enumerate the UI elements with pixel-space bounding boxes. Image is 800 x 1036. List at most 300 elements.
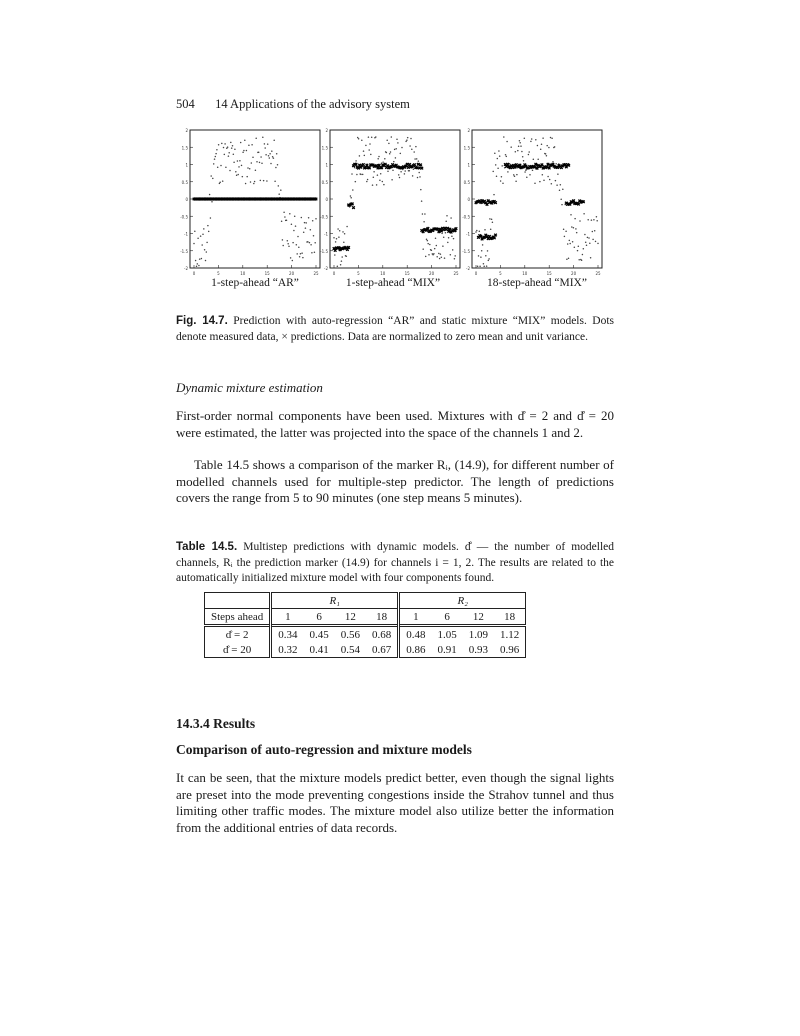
table-row — [205, 626, 526, 643]
measured-point — [597, 243, 599, 245]
measured-point — [372, 184, 374, 186]
measured-point — [300, 253, 302, 255]
measured-point — [260, 156, 262, 158]
measured-point — [228, 155, 230, 157]
measured-point — [585, 242, 587, 244]
measured-point — [377, 174, 379, 176]
y-tick-label: 0.5 — [463, 179, 470, 185]
prediction-mark — [506, 163, 509, 166]
measured-point — [395, 157, 397, 159]
measured-point — [343, 242, 345, 244]
measured-point — [477, 266, 479, 268]
measured-point — [528, 151, 530, 153]
running-title: 14 Applications of the advisory system — [215, 97, 410, 111]
paragraph-3: It can be seen, that the mixture models predict better, even though the signal lights are preset into the mode preventing congestions inside the Strahov tunnel and thus limiting other traffic modes. The mixture model also utilize better the information from the additional entries of data records. — [176, 770, 614, 835]
measured-point — [548, 147, 550, 149]
measured-point — [555, 180, 557, 182]
measured-point — [515, 151, 517, 153]
measured-point — [573, 227, 575, 229]
measured-point — [475, 231, 477, 233]
measured-point — [521, 151, 523, 153]
measured-point — [363, 150, 365, 152]
table-caption-text: Multistep predictions with dynamic models. d̊ — the number of modelled channels, Rᵢ the prediction marker (14.9) for channels i = 1, 2. The results are related to the automatically initialized mixture model with four components found. — [176, 541, 615, 584]
prediction-mark — [419, 164, 422, 167]
row-header-steps: Steps ahead — [205, 609, 271, 626]
measured-point — [388, 143, 390, 145]
step-cell: 1 — [271, 609, 304, 626]
measured-point — [366, 181, 368, 183]
measured-point — [442, 245, 444, 247]
y-tick-label: -1 — [466, 231, 470, 237]
measured-point — [549, 179, 551, 181]
x-tick-label: 25 — [313, 271, 319, 276]
measured-point — [335, 241, 337, 243]
measured-point — [390, 151, 392, 153]
measured-point — [526, 176, 528, 178]
step-cell: 6 — [303, 609, 334, 626]
table-cell: 1.09 — [463, 626, 494, 643]
measured-point — [362, 174, 364, 176]
measured-point — [197, 263, 199, 265]
measured-point — [505, 154, 507, 156]
measured-point — [339, 230, 341, 232]
subsection-dynamic-mixture: Dynamic mixture estimation — [176, 380, 323, 395]
measured-point — [478, 255, 480, 257]
measured-point — [491, 219, 493, 221]
measured-point — [240, 142, 242, 144]
prediction-mark — [493, 237, 496, 240]
measured-point — [261, 162, 263, 164]
measured-point — [236, 175, 238, 177]
measured-point — [566, 259, 568, 261]
measured-point — [386, 152, 388, 154]
measured-point — [516, 174, 518, 176]
measured-point — [451, 235, 453, 237]
measured-point — [507, 171, 509, 173]
measured-point — [426, 238, 428, 240]
measured-point — [479, 230, 481, 232]
measured-point — [413, 151, 415, 153]
table-cell: 0.48 — [399, 626, 432, 643]
measured-point — [359, 155, 361, 157]
measured-point — [275, 167, 277, 169]
prediction-mark — [364, 166, 367, 169]
measured-point — [273, 140, 275, 142]
measured-point — [397, 142, 399, 144]
y-tick-label: 1 — [467, 162, 470, 168]
measured-point — [249, 168, 251, 170]
measured-point — [392, 170, 394, 172]
measured-point — [215, 156, 217, 158]
measured-point — [246, 176, 248, 178]
prediction-mark — [366, 164, 369, 167]
measured-point — [197, 237, 199, 239]
table-group-header-row — [205, 593, 526, 609]
measured-point — [520, 145, 522, 147]
measured-point — [282, 239, 284, 241]
measured-point — [407, 137, 409, 139]
measured-point — [577, 250, 579, 252]
measured-point — [289, 213, 291, 215]
prediction-mark — [378, 164, 381, 167]
subsection-heading-comparison: Comparison of auto-regression and mixture models — [176, 742, 472, 757]
measured-point — [342, 231, 344, 233]
measured-point — [535, 139, 537, 141]
measured-point — [282, 245, 284, 247]
x-tick-label: 5 — [499, 271, 502, 276]
measured-point — [301, 217, 303, 219]
measured-point — [555, 163, 557, 165]
measured-point — [222, 180, 224, 182]
measured-point — [394, 149, 396, 151]
measured-point — [269, 153, 271, 155]
table-cell: 0.54 — [335, 642, 366, 658]
measured-point — [565, 230, 567, 232]
y-tick-label: -2 — [184, 266, 188, 271]
measured-point — [423, 221, 425, 223]
measured-point — [209, 194, 211, 196]
y-tick-label: -0.5 — [180, 214, 188, 220]
measured-point — [295, 225, 297, 227]
measured-point — [409, 170, 411, 172]
measured-point — [551, 183, 553, 185]
measured-point — [287, 243, 289, 245]
x-tick-label: 20 — [429, 271, 435, 276]
measured-point — [266, 180, 268, 182]
measured-point — [214, 158, 216, 160]
measured-point — [382, 161, 384, 163]
measured-point — [547, 176, 549, 178]
measured-point — [562, 188, 564, 190]
table-cell: 1.12 — [494, 626, 526, 643]
measured-point — [404, 170, 406, 172]
measured-point — [291, 224, 293, 226]
measured-point — [543, 179, 545, 181]
measured-point — [314, 242, 316, 244]
measured-point — [290, 257, 292, 259]
measured-point — [574, 246, 576, 248]
measured-point — [567, 243, 569, 245]
measured-point — [592, 239, 594, 241]
measured-point — [445, 232, 447, 234]
measured-point — [489, 218, 491, 220]
measured-point — [225, 166, 227, 168]
measured-point — [315, 218, 317, 220]
measured-point — [280, 189, 282, 191]
measured-point — [537, 158, 539, 160]
measured-point — [308, 217, 310, 219]
measured-point — [481, 250, 483, 252]
measured-point — [399, 177, 401, 179]
y-tick-label: -1.5 — [180, 248, 188, 254]
measured-point — [265, 154, 267, 156]
measured-point — [482, 244, 484, 246]
measured-point — [436, 245, 438, 247]
paragraph-2: Table 14.5 shows a comparison of the marker Rᵢ, (14.9), for different number of modelled channels used for multiple-step predictor. The length of predictions covers the range from 5 to 90 minutes (one step means 5 minutes). — [176, 457, 614, 505]
prediction-mark — [440, 230, 443, 233]
table-cell: 0.91 — [431, 642, 462, 658]
measured-point — [443, 237, 445, 239]
measured-point — [424, 213, 426, 215]
measured-point — [383, 184, 385, 186]
measured-point — [551, 138, 553, 140]
measured-point — [523, 160, 525, 162]
measured-point — [586, 245, 588, 247]
measured-point — [311, 252, 313, 254]
prediction-mark — [572, 199, 575, 202]
measured-point — [251, 162, 253, 164]
measured-point — [401, 147, 403, 149]
measured-point — [299, 256, 301, 258]
measured-point — [596, 216, 598, 218]
measured-point — [427, 243, 429, 245]
measured-point — [355, 160, 357, 162]
measured-point — [518, 145, 520, 147]
measured-point — [418, 160, 420, 162]
measured-point — [217, 167, 219, 169]
measured-point — [519, 140, 521, 142]
measured-point — [450, 254, 452, 256]
measured-point — [297, 236, 299, 238]
y-tick-label: 0.5 — [321, 179, 328, 185]
measured-point — [380, 173, 382, 175]
measured-point — [259, 162, 261, 164]
measured-point — [444, 257, 446, 259]
measured-point — [486, 265, 488, 267]
y-tick-label: -1.5 — [462, 248, 470, 254]
measured-point — [576, 232, 578, 234]
table-cell: 0.56 — [335, 626, 366, 643]
measured-point — [369, 143, 371, 145]
measured-point — [483, 263, 485, 265]
measured-point — [310, 229, 312, 231]
y-tick-label: 1.5 — [181, 145, 188, 151]
measured-point — [395, 148, 397, 150]
figure-caption-label: Fig. 14.7. — [176, 315, 228, 327]
measured-point — [206, 242, 208, 244]
measured-point — [365, 145, 367, 147]
y-tick-label: 1.5 — [321, 145, 328, 151]
measured-point — [298, 246, 300, 248]
page-number: 504 — [176, 97, 195, 111]
step-cell: 1 — [399, 609, 432, 626]
measured-point — [421, 200, 423, 202]
measured-point — [450, 217, 452, 219]
measured-point — [337, 228, 339, 230]
measured-point — [493, 194, 495, 196]
measured-point — [494, 153, 496, 155]
measured-point — [239, 160, 241, 162]
y-tick-label: 1.5 — [463, 145, 470, 151]
measured-point — [243, 150, 245, 152]
table-steps-row — [205, 609, 526, 626]
measured-point — [546, 155, 548, 157]
prediction-mark — [352, 206, 355, 209]
measured-point — [569, 243, 571, 245]
measured-point — [454, 255, 456, 257]
x-tick-label: 10 — [380, 271, 386, 276]
measured-point — [350, 195, 352, 197]
step-cell: 18 — [366, 609, 399, 626]
measured-point — [233, 162, 235, 164]
measured-point — [364, 155, 366, 157]
measured-point — [559, 190, 561, 192]
measured-point — [230, 142, 232, 144]
measured-point — [587, 219, 589, 221]
measured-point — [205, 260, 207, 262]
measured-point — [396, 138, 398, 140]
measured-point — [248, 145, 250, 147]
measured-point — [292, 260, 294, 262]
measured-point — [200, 235, 202, 237]
measured-point — [436, 256, 438, 258]
measured-point — [373, 171, 375, 173]
measured-point — [296, 244, 298, 246]
table-cell: 0.67 — [366, 642, 399, 658]
y-tick-label: 2 — [467, 128, 470, 133]
measured-point — [292, 242, 294, 244]
measured-point — [541, 144, 543, 146]
measured-point — [560, 198, 562, 200]
measured-point — [537, 145, 539, 147]
measured-point — [198, 265, 200, 267]
measured-point — [371, 137, 373, 139]
prediction-mark — [514, 166, 517, 169]
prediction-mark — [362, 163, 365, 166]
prediction-mark — [351, 203, 354, 206]
measured-point — [564, 236, 566, 238]
measured-point — [273, 157, 275, 159]
measured-point — [579, 220, 581, 222]
measured-point — [312, 220, 314, 222]
measured-point — [434, 248, 436, 250]
measured-point — [254, 181, 256, 183]
measured-point — [431, 249, 433, 251]
measured-point — [361, 139, 363, 141]
measured-point — [245, 183, 247, 185]
measured-point — [452, 249, 454, 251]
x-tick-label: 20 — [571, 271, 577, 276]
measured-point — [247, 167, 249, 169]
measured-point — [499, 155, 501, 157]
measured-point — [202, 233, 204, 235]
measured-point — [283, 211, 285, 213]
prediction-mark — [535, 163, 538, 166]
measured-point — [405, 141, 407, 143]
measured-point — [391, 179, 393, 181]
measured-point — [524, 137, 526, 139]
measured-point — [529, 174, 531, 176]
measured-point — [550, 137, 552, 139]
measured-point — [277, 164, 279, 166]
prediction-mark — [380, 167, 383, 170]
measured-point — [496, 175, 498, 177]
measured-point — [438, 253, 440, 255]
measured-point — [595, 241, 597, 243]
measured-point — [583, 213, 585, 215]
measured-point — [578, 259, 580, 261]
measured-point — [256, 161, 258, 163]
measured-point — [278, 185, 280, 187]
measured-point — [568, 257, 570, 259]
measured-point — [590, 257, 592, 259]
measured-point — [413, 169, 415, 171]
measured-point — [420, 189, 422, 191]
measured-point — [284, 216, 286, 218]
measured-point — [398, 174, 400, 176]
measured-point — [252, 157, 254, 159]
prediction-mark — [548, 167, 551, 170]
measured-point — [415, 146, 417, 148]
x-tick-label: 15 — [264, 271, 270, 276]
measured-point — [250, 181, 252, 183]
measured-point — [229, 170, 231, 172]
measured-point — [419, 176, 421, 178]
prediction-mark — [533, 166, 536, 169]
measured-point — [287, 240, 289, 242]
measured-point — [346, 255, 348, 257]
step-cell: 12 — [335, 609, 366, 626]
measured-point — [224, 154, 226, 156]
measured-point — [195, 260, 197, 262]
measured-point — [304, 222, 306, 224]
measured-point — [488, 258, 490, 260]
measured-point — [231, 147, 233, 149]
measured-point — [237, 174, 239, 176]
measured-point — [578, 245, 580, 247]
measured-point — [584, 234, 586, 236]
measured-point — [199, 258, 201, 260]
measured-point — [480, 256, 482, 258]
measured-point — [583, 248, 585, 250]
measured-point — [271, 150, 273, 152]
measured-point — [313, 235, 315, 237]
measured-point — [376, 184, 378, 186]
row-label: d̊ = 2 — [205, 626, 271, 643]
measured-point — [428, 254, 430, 256]
measured-point — [358, 138, 360, 140]
table-cell: 0.34 — [271, 626, 304, 643]
measured-point — [501, 165, 503, 167]
measured-point — [207, 225, 209, 227]
measured-point — [552, 161, 554, 163]
measured-point — [570, 214, 572, 216]
measured-point — [404, 173, 406, 175]
measured-point — [303, 231, 305, 233]
x-tick-label: 0 — [474, 271, 478, 276]
measured-point — [532, 169, 534, 171]
measured-point — [560, 184, 562, 186]
measured-point — [589, 242, 591, 244]
measured-point — [531, 138, 533, 140]
measured-point — [253, 183, 255, 185]
measured-point — [524, 171, 526, 173]
measured-point — [416, 158, 418, 160]
measured-point — [264, 147, 266, 149]
measured-point — [346, 226, 348, 228]
measured-point — [204, 249, 206, 251]
panel-label-mix-18: 18-step-ahead “MIX” — [487, 277, 587, 289]
table-cell: 0.96 — [494, 642, 526, 658]
table-cell: 0.86 — [399, 642, 432, 658]
measured-point — [268, 155, 270, 157]
y-tick-label: 2 — [325, 128, 328, 133]
results-table — [204, 592, 526, 658]
measured-point — [338, 236, 340, 238]
table-cell: 1.05 — [431, 626, 462, 643]
measured-point — [422, 213, 424, 215]
measured-point — [440, 253, 442, 255]
